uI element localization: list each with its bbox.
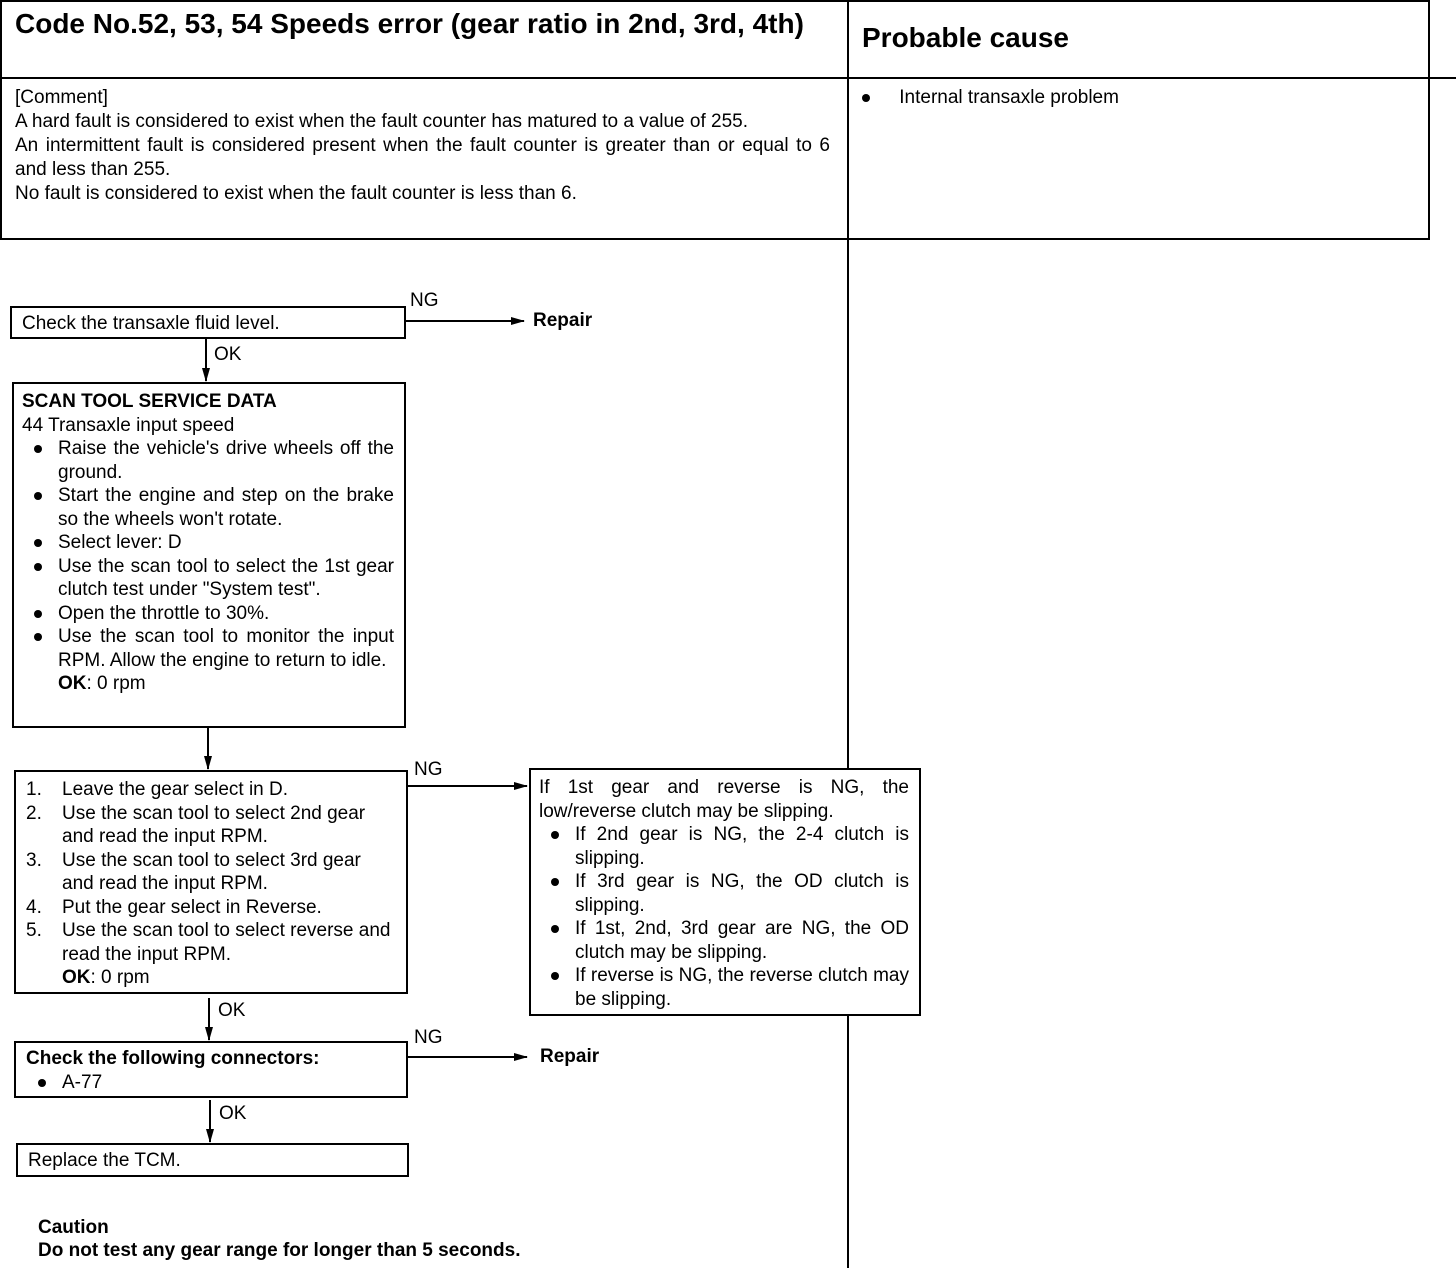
step-check-connectors (14, 1041, 408, 1098)
list-item: If 3rd gear is NG, the OD clutch is slipping. (539, 870, 909, 917)
probable-cause-text: Internal transaxle problem (899, 87, 1119, 108)
comment-line: An intermittent fault is considered present when the fault counter is greater than or equal to 6 and less than 255. (15, 135, 830, 180)
caution-block (38, 1216, 520, 1262)
step-check-fluid-level (10, 306, 406, 339)
list-number: 4. (26, 896, 42, 918)
list-number: 2. (26, 802, 42, 824)
list-item: Use the scan tool to monitor the input RPM. Allow the engine to return to idle. (22, 625, 394, 672)
step-title: Check the following connectors: (26, 1048, 320, 1069)
step-gear-rpm-test (14, 770, 408, 994)
repair-label: Repair (540, 1046, 600, 1067)
step-title: SCAN TOOL SERVICE DATA (22, 391, 277, 412)
ok-condition (22, 672, 394, 696)
list-item: Raise the vehicle's drive wheels off the ground. (22, 437, 394, 484)
ok-label: OK (214, 344, 242, 365)
ng-label: NG (414, 1027, 443, 1048)
list-item: Open the throttle to 30%. (22, 602, 394, 626)
list-item: A-77 (26, 1071, 396, 1095)
step-scan-tool-service-data (12, 382, 406, 728)
list-item (26, 802, 396, 849)
ok-condition (26, 966, 396, 990)
list-number: 1. (26, 779, 42, 800)
list-text: Leave the gear select in D. (62, 779, 289, 800)
ng-label: NG (410, 290, 439, 311)
ok-label: OK (218, 1000, 246, 1021)
ok-condition-label: OK (62, 967, 91, 988)
code-title: Code No.52, 53, 54 Speeds error (gear ratio in 2nd, 3rd, 4th) (15, 8, 804, 39)
list-item: Select lever: D (22, 531, 394, 555)
comment-label: [Comment] (15, 87, 108, 108)
clutch-slipping-diagnosis (529, 768, 921, 1016)
probable-cause-title: Probable cause (862, 22, 1069, 53)
list-item (26, 919, 396, 966)
list-item (26, 849, 396, 896)
list-number: 5. (26, 920, 42, 941)
ng-label: NG (414, 759, 443, 780)
list-number: 3. (26, 849, 42, 871)
ok-condition-value: : 0 rpm (90, 967, 150, 988)
list-item (26, 778, 396, 802)
comment-line: A hard fault is considered to exist when the fault counter has matured to a value of 255. (15, 111, 749, 132)
ok-label: OK (219, 1103, 247, 1124)
caution-title: Caution (38, 1217, 109, 1238)
step-text: Replace the TCM. (28, 1150, 181, 1171)
step-replace-tcm (16, 1143, 409, 1177)
list-item: If reverse is NG, the reverse clutch may be slipping. (539, 964, 909, 1011)
list-item (26, 896, 396, 920)
diagnosis-intro: If 1st gear and reverse is NG, the low/reverse clutch may be slipping. (539, 777, 909, 822)
list-text: Put the gear select in Reverse. (62, 896, 322, 918)
list-item: Start the engine and step on the brake so the wheels won't rotate. (22, 484, 394, 531)
list-text: Use the scan tool to select reverse and read the input RPM. (62, 920, 391, 965)
step-list (26, 778, 396, 966)
step-text: Check the transaxle fluid level. (22, 313, 280, 334)
repair-label: Repair (533, 310, 593, 331)
step-subtitle: 44 Transaxle input speed (22, 414, 235, 436)
diagnosis-list (539, 823, 909, 1011)
comment-line: No fault is considered to exist when the fault counter is less than 6. (15, 183, 577, 204)
connector-list (26, 1071, 396, 1095)
step-list (22, 437, 394, 672)
list-text: Use the scan tool to select 3rd gear and read the input RPM. (62, 849, 361, 894)
list-item: Use the scan tool to select the 1st gear clutch test under "System test". (22, 555, 394, 602)
ok-condition-value: : 0 rpm (86, 673, 146, 694)
ok-condition-label: OK (58, 673, 87, 694)
list-text: Use the scan tool to select 2nd gear and read the input RPM. (62, 802, 366, 847)
list-item: If 1st, 2nd, 3rd gear are NG, the OD clutch may be slipping. (539, 917, 909, 964)
list-item: If 2nd gear is NG, the 2-4 clutch is slipping. (539, 823, 909, 870)
caution-text: Do not test any gear range for longer than 5 seconds. (38, 1240, 521, 1261)
